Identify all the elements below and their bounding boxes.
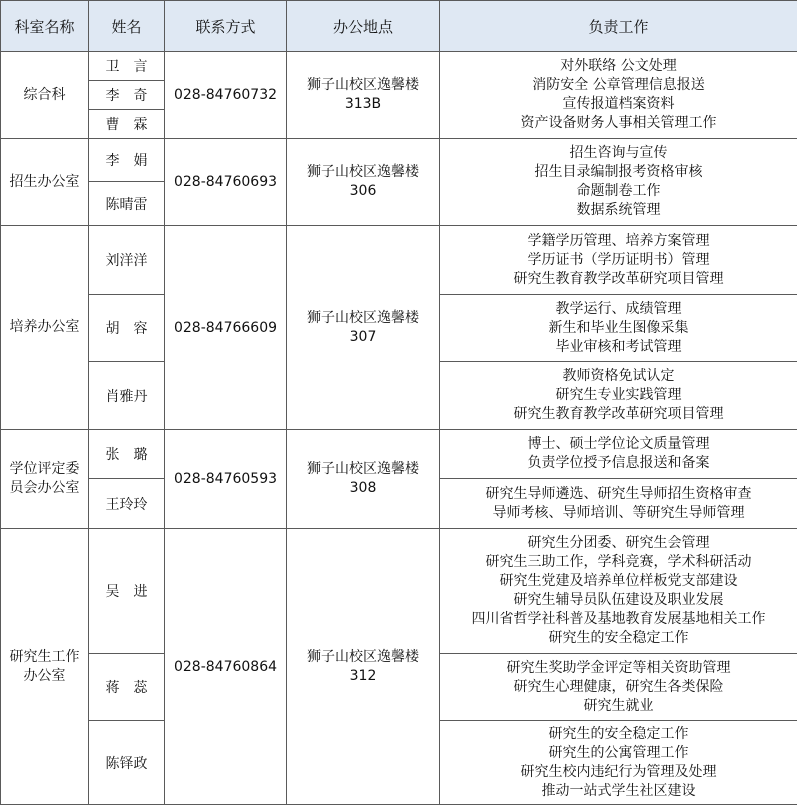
phone-cell: 028-84760864 <box>165 529 287 805</box>
duty-line: 导师考核、导师培训、等研究生导师管理 <box>492 504 745 521</box>
location-line: 狮子山校区逸馨楼 <box>307 648 419 665</box>
dept-name-cell <box>1 529 89 805</box>
phone-cell: 028-84760693 <box>165 139 287 226</box>
duty-line: 教学运行、成绩管理 <box>555 300 682 317</box>
dept-name: 招生办公室 <box>9 173 80 190</box>
duty-cell <box>440 52 797 139</box>
location-line: 306 <box>349 183 377 199</box>
phone-cell: 028-84766609 <box>165 226 287 430</box>
location-line: 307 <box>349 328 377 345</box>
table-row <box>1 529 797 654</box>
duty-line: 招生咨询与宣传 <box>569 145 668 161</box>
duty-line: 消防安全 公章管理信息报送 <box>532 77 705 93</box>
duty-line: 研究生分团委、研究生会管理 <box>527 535 710 551</box>
table-row <box>1 52 797 81</box>
duty-line: 毕业审核和考试管理 <box>555 338 682 355</box>
duty-cell <box>440 721 797 805</box>
header-row <box>1 1 797 52</box>
phone-cell: 028-84760593 <box>165 430 287 529</box>
phone-cell: 028-84760732 <box>165 52 287 139</box>
duty-cell <box>440 654 797 721</box>
duty-line: 推动一站式学生社区建设 <box>541 782 696 799</box>
person-name: 吴 进 <box>89 529 165 654</box>
location-cell <box>287 139 440 226</box>
location-line: 313B <box>344 96 382 112</box>
duty-line: 资产设备财务人事相关管理工作 <box>520 115 717 131</box>
location-line: 308 <box>349 480 377 496</box>
table-row <box>1 139 797 182</box>
person-name: 李 奇 <box>89 81 165 110</box>
location-line: 狮子山校区逸馨楼 <box>307 164 419 180</box>
dept-name: 研究生工作 <box>9 648 80 665</box>
duty-line: 教师资格免试认定 <box>562 368 675 384</box>
location-cell <box>287 430 440 529</box>
header-dept: 科室名称 <box>1 1 89 52</box>
duty-line: 研究生教育教学改革研究项目管理 <box>513 406 724 422</box>
person-name: 刘洋洋 <box>89 226 165 295</box>
duty-line: 研究生辅导员队伍建设及职业发展 <box>513 592 724 608</box>
table-row <box>1 226 797 295</box>
person-name: 胡 容 <box>89 295 165 362</box>
duty-line: 研究生的公寓管理工作 <box>548 744 689 761</box>
dept-name-cell <box>1 139 89 226</box>
dept-name: 员会办公室 <box>9 480 80 496</box>
duty-line: 研究生就业 <box>583 697 654 714</box>
duty-cell <box>440 362 797 430</box>
duty-line: 命题制卷工作 <box>576 183 661 199</box>
person-name: 陈晴雷 <box>89 182 165 226</box>
duty-line: 招生目录编制报考资格审核 <box>534 164 703 180</box>
duty-line: 学籍学历管理、培养方案管理 <box>527 232 710 249</box>
location-cell <box>287 226 440 430</box>
location-cell <box>287 529 440 805</box>
duty-line: 负责学位授予信息报送和备案 <box>527 455 710 471</box>
duty-line: 博士、硕士学位论文质量管理 <box>527 436 710 452</box>
person-name: 陈铎政 <box>89 721 165 805</box>
dept-name-cell <box>1 52 89 139</box>
header-location: 办公地点 <box>287 1 440 52</box>
duty-line: 研究生党建及培养单位样板党支部建设 <box>499 573 738 589</box>
duty-cell <box>440 479 797 529</box>
dept-name: 学位评定委 <box>9 461 80 477</box>
duty-cell <box>440 295 797 362</box>
dept-name: 综合科 <box>23 86 66 103</box>
duty-cell <box>440 529 797 654</box>
location-line: 狮子山校区逸馨楼 <box>307 461 419 477</box>
dept-name: 办公室 <box>23 667 66 684</box>
location-line: 狮子山校区逸馨楼 <box>307 77 419 93</box>
person-name: 卫 言 <box>89 52 165 81</box>
dept-name-cell <box>1 430 89 529</box>
table-row <box>1 430 797 479</box>
location-cell <box>287 52 440 139</box>
duty-cell <box>440 139 797 226</box>
location-line: 狮子山校区逸馨楼 <box>307 309 419 326</box>
duty-cell <box>440 430 797 479</box>
person-name: 张 璐 <box>89 430 165 479</box>
duty-cell <box>440 226 797 295</box>
duty-line: 研究生三助工作，学科竞赛，学术科研活动 <box>485 554 752 570</box>
dept-name: 培养办公室 <box>9 319 80 335</box>
duty-line: 研究生的安全稳定工作 <box>548 630 689 646</box>
person-name: 李 娟 <box>89 139 165 182</box>
duty-line: 新生和毕业生图像采集 <box>548 319 689 336</box>
person-name: 王玲玲 <box>89 479 165 529</box>
location-line: 312 <box>349 667 377 684</box>
header-duty: 负责工作 <box>440 1 797 52</box>
person-name: 曹 霖 <box>89 110 165 139</box>
duty-line: 学历证书（学历证明书）管理 <box>527 251 710 268</box>
duty-line: 数据系统管理 <box>576 202 661 218</box>
duty-line: 研究生教育教学改革研究项目管理 <box>513 270 724 287</box>
duty-line: 研究生校内违纪行为管理及处理 <box>520 763 717 780</box>
header-phone: 联系方式 <box>165 1 287 52</box>
person-name: 蒋 蕊 <box>89 654 165 721</box>
header-name: 姓名 <box>89 1 165 52</box>
person-name: 肖雅丹 <box>89 362 165 430</box>
duty-line: 对外联络 公文处理 <box>560 58 677 74</box>
dept-name-cell <box>1 226 89 430</box>
duty-line: 研究生心理健康，研究生各类保险 <box>513 678 724 695</box>
duty-line: 研究生的安全稳定工作 <box>548 725 689 742</box>
duty-line: 研究生专业实践管理 <box>555 387 682 403</box>
duty-line: 四川省哲学社科普及基地教育发展基地相关工作 <box>471 611 766 627</box>
duty-line: 宣传报道档案资料 <box>562 96 675 112</box>
duty-line: 研究生导师遴选、研究生导师招生资格审查 <box>485 485 752 502</box>
duty-line: 研究生奖助学金评定等相关资助管理 <box>506 659 731 676</box>
